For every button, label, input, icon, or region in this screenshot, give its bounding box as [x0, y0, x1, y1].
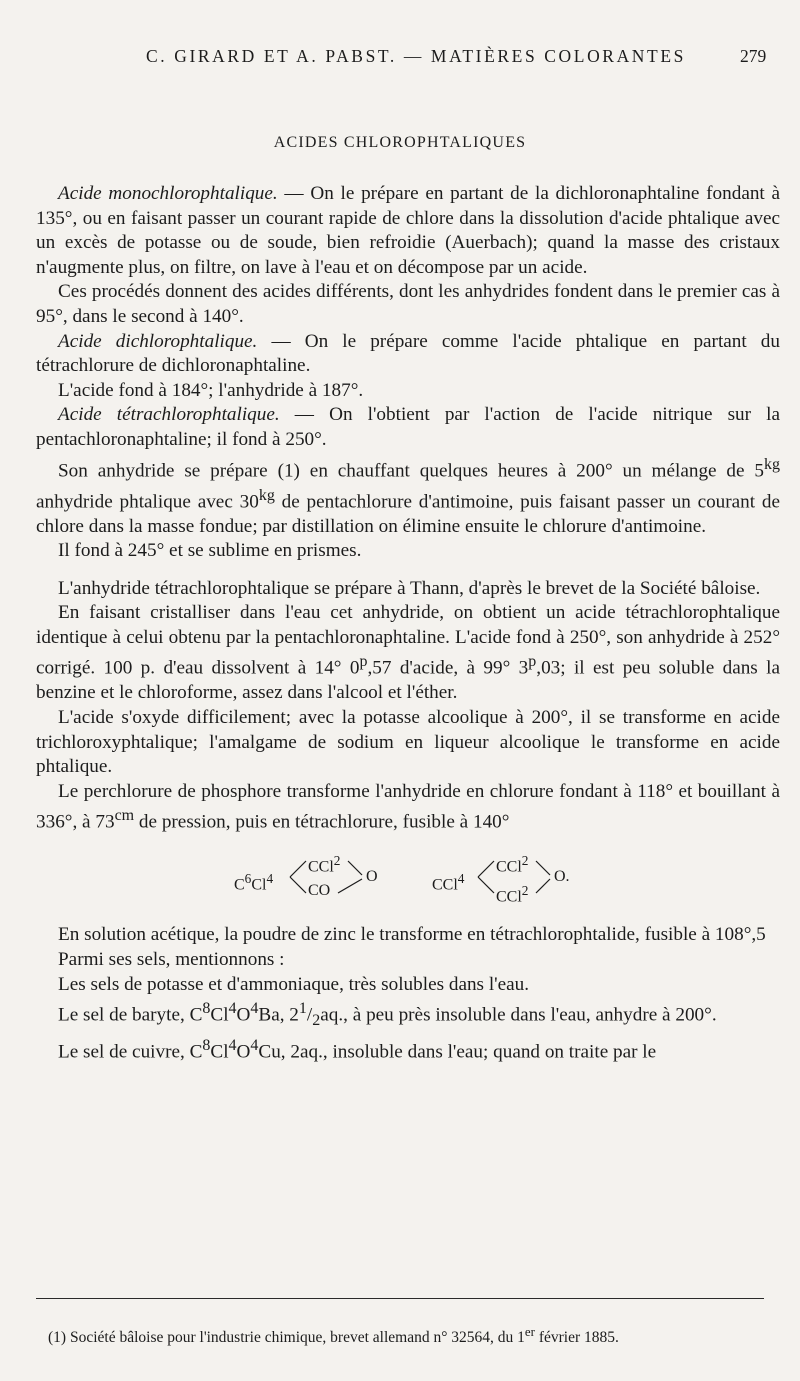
paragraph-dichlorophtalique: Acide dichlorophtalique. — On le prépare comme l'acide phtalique en partant du tétrachlorure de dichloronaphtaline. — [36, 330, 780, 377]
paragraph-thann: L'anhydride tétrachlorophtalique se prépare à Thann, d'après le brevet de la Société bâloise. — [58, 577, 761, 599]
paragraph-sels-potasse: Les sels de potasse et d'ammoniaque, très solubles dans l'eau. — [58, 973, 530, 995]
paragraph-oxydation: L'acide s'oxyde difficilement; avec la potasse alcoolique à 200°, il se transforme en acide trichloroxyphtalique; l'amalgame de sodium en liqueur alcoolique le transforme en acide phtalique. — [36, 707, 780, 778]
paragraph-tetrachlorophtalique: Acide tétrachlorophtalique. — On l'obtient par l'action de l'acide nitrique sur la pentachloronaphtaline; il fond à 250°. — [36, 404, 780, 450]
formula-row: $C^6Cl^4$ CCl$^2$ CO O CCl$^4$ CCl$^2$ CCl$^2$ O. — [36, 845, 780, 909]
paragraph-procedes: Ces procédés donnent des acides différents, dont les anhydrides fondent dans le premier cas à 95°, dans le second à 140°. — [36, 281, 780, 327]
term-monochlorophtalique: Acide monochlorophtalique. — [58, 183, 278, 204]
paragraph-point-fusion: L'acide fond à 184°; l'anhydride à 187°. — [58, 379, 364, 401]
footnote: (1) Société bâloise pour l'industrie chimique, brevet allemand n° 32564, du 1er février 1885. — [48, 1324, 619, 1347]
paragraph-solution-acetique: En solution acétique, la poudre de zinc le transforme en tétrachlorophtalide, fusible à 108°,5 — [58, 924, 766, 946]
section-title: ACIDES CHLOROPHTALIQUES — [273, 134, 527, 151]
term-tetrachlorophtalique: Acide tétrachlorophtalique. — [58, 404, 280, 426]
term-dichlorophtalique: Acide dichlorophtalique. — [58, 330, 258, 352]
footnote-marker: (1) — [48, 1329, 67, 1347]
running-head — [0, 46, 800, 76]
paragraph-sel-cuivre: Le sel de cuivre, $C^8Cl^4O^4Cu$, 2aq., insoluble dans l'eau; quand on traite par le — [58, 1037, 657, 1063]
paragraph-sublimation: Il fond à 245° et se sublime en prismes. — [58, 540, 362, 562]
paragraph-perchlorure: Le perchlorure de phosphore transforme l'anhydride en chlorure fondant à 118° et bouillant à 336°, à $73^{cm}$ de pression, puis en tétrachlorure, fusible à 140° — [36, 780, 780, 833]
paragraph-anhydride-preparation: Son anhydride se prépare (1) en chauffant quelques heures à 200° un mélange de $5^{kg}$ anhydride phtalique avec $30^{kg}$ de pentachlorure d'antimoine, puis faisant passer un courant de chlore dans la masse fondue; par distillation on élimine ensuite le chlorure d'antimoine. — [36, 455, 781, 537]
paragraph-sel-baryte: Le sel de baryte, $C^8Cl^4O^4Ba$, $2^1/_2aq$., à peu près insoluble dans l'eau, anhydre à 200°. — [58, 1000, 717, 1030]
page-number: 279 — [740, 46, 767, 66]
body-text — [36, 182, 780, 1065]
footnote-rule — [36, 1298, 764, 1299]
paragraph-sels-intro: Parmi ses sels, mentionnons : — [58, 949, 285, 970]
paragraph-monochlorophtalique: Acide monochlorophtalique. — On le prépare en partant de la dichloronaphtaline fondant à 135°, ou en faisant passer un courant rapide de chlore dans la dissolution d'acide phtalique avec un excès de potasse ou de soude, bien refroidie (Auerbach); quand la masse des cristaux n'augmente plus, on filtre, on lave à l'eau et on décompose par un acide. — [36, 183, 780, 278]
paragraph-cristalliser: En faisant cristalliser dans l'eau cet anhydride, on obtient un acide tétrachlorophtalique identique à celui obtenu par la pentachloronaphtaline. L'acide fond à 250°, son anhydride à 252° corrigé. 100 p. d'eau dissolvent à 14° 0$^p$,57 d'acide, à 99° 3$^p$,03; il est peu soluble dans la benzine et le chloroforme, assez dans l'alcool et l'éther. — [36, 602, 780, 704]
running-head-title: C. GIRARD ET A. PABST. — MATIÈRES COLORANTES — [146, 46, 686, 66]
